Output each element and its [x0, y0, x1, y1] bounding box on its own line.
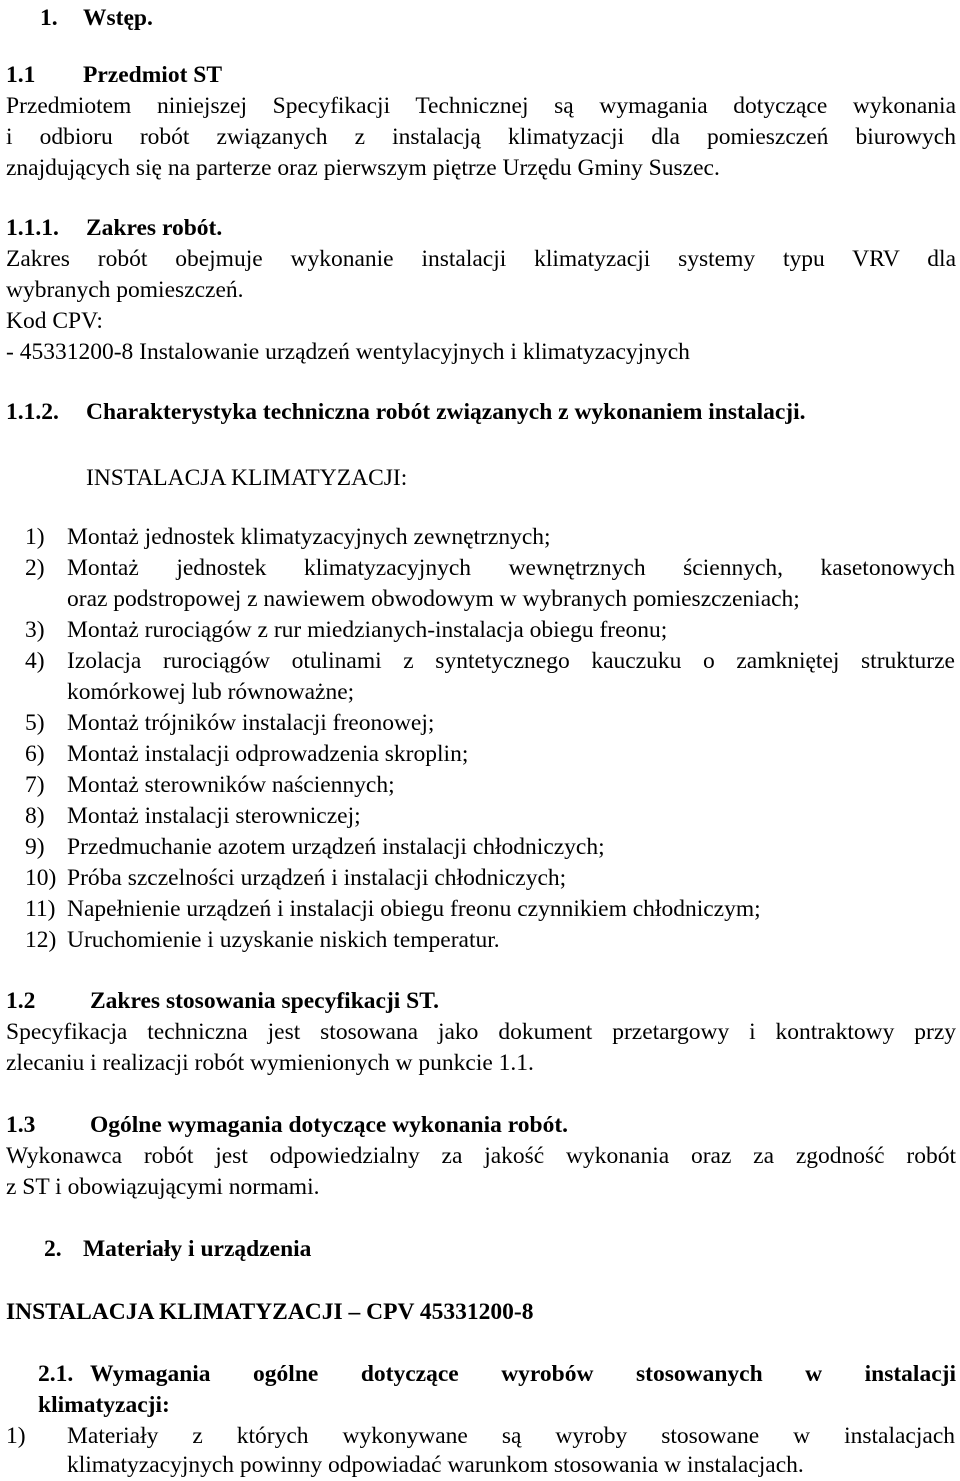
section-1-1-title: Przedmiot ST [83, 62, 223, 88]
list-item-number: 4) [25, 648, 45, 674]
heading-2-number: 2. [44, 1236, 62, 1262]
section-2-1-title: klimatyzacji: [38, 1392, 170, 1418]
heading-1-title: Wstęp. [83, 5, 153, 31]
list-item-number: 2) [25, 555, 45, 581]
list-item-number: 6) [25, 741, 45, 767]
list-item-text: Montaż jednostek klimatyzacyjnych zewnętrznych; [67, 524, 551, 550]
paragraph-line: i odbioru robót związanych z instalacją klimatyzacji dla pomieszczeń biurowych [6, 124, 956, 150]
cpv-item: - 45331200-8 Instalowanie urządzeń wentylacyjnych i klimatyzacyjnych [6, 339, 690, 365]
list-item-number: 5) [25, 710, 45, 736]
section-1-3-title: Ogólne wymagania dotyczące wykonania robót. [90, 1112, 569, 1138]
section-2-1-title: Wymagania ogólne dotyczące wyrobów stosowanych w instalacji [90, 1361, 956, 1387]
list-item-text: komórkowej lub równoważne; [67, 679, 355, 705]
section-1-1-1-title: Zakres robót. [86, 215, 223, 241]
list-item-text: Materiały z których wykonywane są wyroby stosowane w instalacjach [67, 1423, 955, 1449]
list-item-number: 1) [6, 1423, 26, 1449]
list-item-text: Montaż instalacji odprowadzenia skroplin; [67, 741, 469, 767]
section-1-1-2-title: Charakterystyka techniczna robót związanych z wykonaniem instalacji. [86, 399, 806, 425]
list-item-text: Montaż instalacji sterowniczej; [67, 803, 361, 829]
paragraph-line: Przedmiotem niniejszej Specyfikacji Technicznej są wymagania dotyczące wykonania [6, 93, 956, 119]
list-item-text: klimatyzacyjnych powinny odpowiadać warunkom stosowania w instalacjach. [67, 1452, 804, 1478]
paragraph-line: Specyfikacja techniczna jest stosowana jako dokument przetargowy i kontraktowy przy [6, 1019, 956, 1045]
paragraph-line: zlecaniu i realizacji robót wymienionych w punkcie 1.1. [6, 1050, 534, 1076]
heading-2-title: Materiały i urządzenia [83, 1236, 312, 1262]
list-item-number: 11) [25, 896, 56, 922]
section-1-1-1-number: 1.1.1. [6, 215, 59, 241]
list-item-text: Montaż rurociągów z rur miedzianych-instalacja obiegu freonu; [67, 617, 668, 643]
list-item-number: 8) [25, 803, 45, 829]
list-item-number: 3) [25, 617, 45, 643]
list-item-number: 1) [25, 524, 45, 550]
list-item-text: Montaż sterowników naściennych; [67, 772, 395, 798]
list-item-number: 9) [25, 834, 45, 860]
list-item-text: oraz podstropowej z nawiewem obwodowym w wybranych pomieszczeniach; [67, 586, 800, 612]
list-item-number: 12) [25, 927, 57, 953]
heading-1-number: 1. [40, 5, 58, 31]
subheading-instalacja: INSTALACJA KLIMATYZACJI: [86, 465, 408, 491]
list-item-text: Montaż trójników instalacji freonowej; [67, 710, 435, 736]
list-item-number: 10) [25, 865, 57, 891]
list-item-text: Uruchomienie i uzyskanie niskich temperatur. [67, 927, 500, 953]
paragraph-line: Wykonawca robót jest odpowiedzialny za jakość wykonania oraz za zgodność robót [6, 1143, 956, 1169]
section-2-1-number: 2.1. [38, 1361, 74, 1387]
section-1-2-number: 1.2 [6, 988, 36, 1014]
cpv-label: Kod CPV: [6, 308, 103, 334]
paragraph-line: znajdujących się na parterze oraz pierwszym piętrze Urzędu Gminy Suszec. [6, 155, 720, 181]
list-item-text: Montaż jednostek klimatyzacyjnych wewnętrznych ściennych, kasetonowych [67, 555, 955, 581]
list-item-text: Przedmuchanie azotem urządzeń instalacji chłodniczych; [67, 834, 605, 860]
cpv-heading: INSTALACJA KLIMATYZACJI – CPV 45331200-8 [6, 1299, 534, 1325]
paragraph-line: Zakres robót obejmuje wykonanie instalacji klimatyzacji systemy typu VRV dla [6, 246, 956, 272]
section-1-3-number: 1.3 [6, 1112, 36, 1138]
section-1-1-number: 1.1 [6, 62, 36, 88]
paragraph-line: z ST i obowiązującymi normami. [6, 1174, 320, 1200]
paragraph-line: wybranych pomieszczeń. [6, 277, 244, 303]
section-1-1-2-number: 1.1.2. [6, 399, 59, 425]
list-item-number: 7) [25, 772, 45, 798]
list-item-text: Izolacja rurociągów otulinami z syntetycznego kauczuku o zamkniętej strukturze [67, 648, 955, 674]
list-item-text: Próba szczelności urządzeń i instalacji chłodniczych; [67, 865, 567, 891]
section-1-2-title: Zakres stosowania specyfikacji ST. [90, 988, 440, 1014]
list-item-text: Napełnienie urządzeń i instalacji obiegu freonu czynnikiem chłodniczym; [67, 896, 761, 922]
